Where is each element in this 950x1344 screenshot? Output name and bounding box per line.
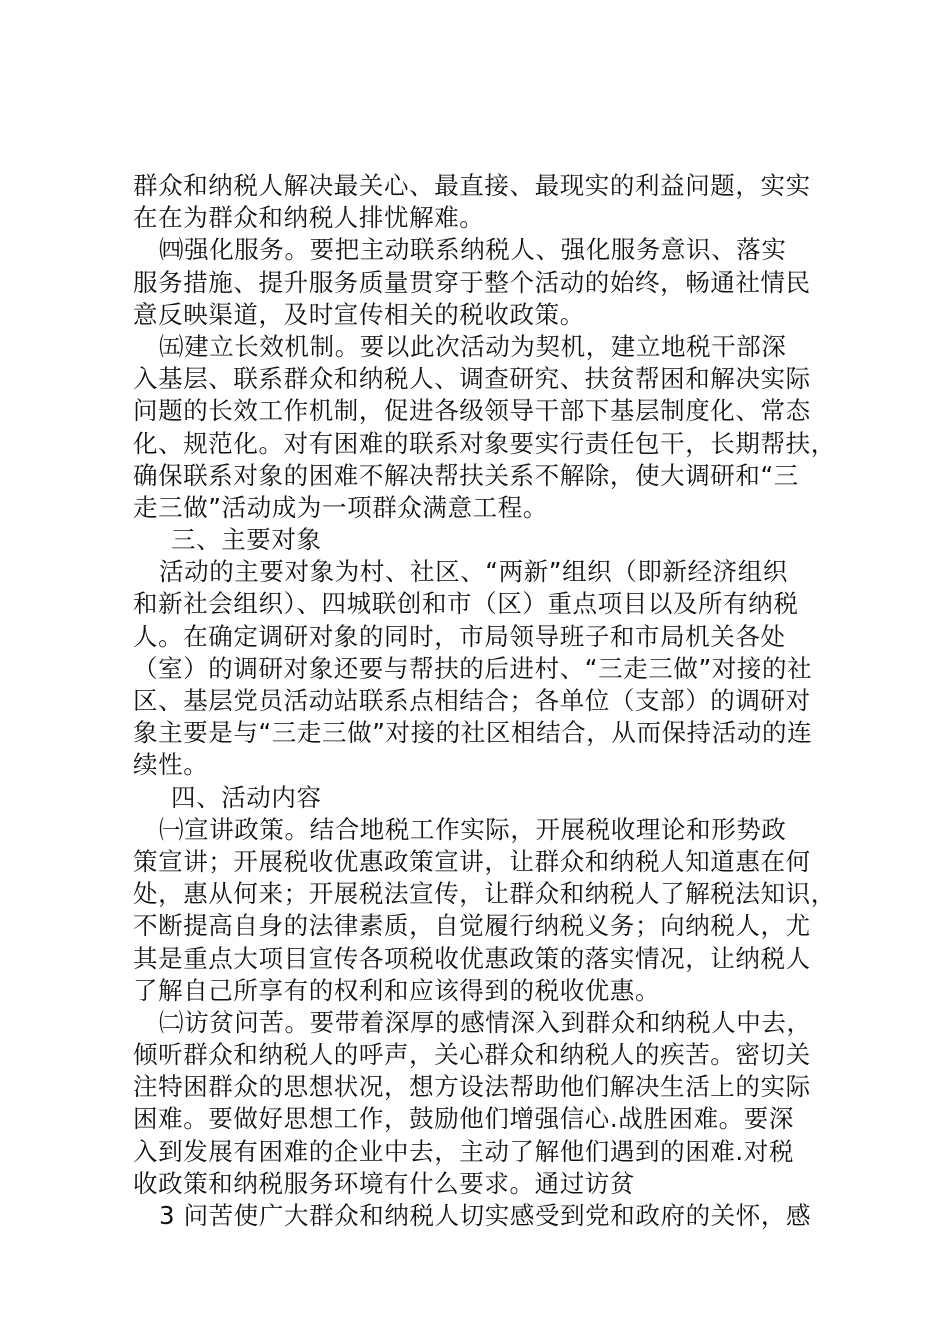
text-line: ㈤建立长效机制。要以此次活动为契机，建立地税干部深 (159, 331, 787, 361)
text-line: 不断提高自身的法律素质，自觉履行纳税义务；向纳税人，尤 (133, 911, 811, 941)
text-line: ㈣强化服务。要把主动联系纳税人、强化服务意识、落实 (159, 235, 787, 265)
text-line: 其是重点大项目宣传各项税收优惠政策的落实情况，让纳税人 (133, 943, 811, 973)
text-line: 确保联系对象的困难不解决帮扶关系不解除，使大调研和“三 (133, 460, 799, 490)
text-line: 倾听群众和纳税人的呼声，关心群众和纳税人的疾苦。密切关 (133, 1040, 811, 1070)
text-line: 了解自己所享有的权利和应该得到的税收优惠。 (133, 975, 661, 1005)
text-line: ㈡访贫问苦。要带着深厚的感情深入到群众和纳税人中去， (159, 1007, 812, 1037)
text-line: ㈠宣讲政策。结合地税工作实际，开展税收理论和形势政 (159, 814, 787, 844)
text-line: 化、规范化。对有困难的联系对象要实行责任包干，长期帮扶， (133, 428, 836, 458)
text-line: 续性。 (133, 750, 209, 780)
text-line: 问题的长效工作机制，促进各级领导干部下基层制度化、常态 (133, 396, 811, 426)
text-line: 三、主要对象 (171, 525, 322, 555)
text-line: 入到发展有困难的企业中去，主动了解他们遇到的困难.对税 (133, 1136, 794, 1166)
text-line: 收政策和纳税服务环境有什么要求。通过访贫 (133, 1168, 635, 1198)
text-line: 区、基层党员活动站联系点相结合；各单位（支部）的调研对 (133, 686, 811, 715)
text-line: 走三做”活动成为一项群众满意工程。 (133, 492, 548, 522)
text-line: 活动的主要对象为村、社区、“两新”组织（即新经济组织 (159, 557, 788, 587)
text-line: 人。在确定调研对象的同时，市局领导班子和市局机关各处 (133, 621, 786, 651)
text-line: 策宣讲；开展税收优惠政策宣讲，让群众和纳税人知道惠在何 (133, 846, 811, 876)
text-line: 在在为群众和纳税人排忧解难。 (133, 203, 485, 233)
text-line: 群众和纳税人解决最关心、最直接、最现实的利益问题，实实 (133, 171, 811, 200)
text-line: 象主要是与“三走三做”对接的社区相结合，从而保持活动的连 (133, 718, 813, 748)
text-line: 和新社会组织）、四城联创和市（区）重点项目以及所有纳税 (133, 589, 799, 619)
text-line: 处，惠从何来；开展税法宣传，让群众和纳税人了解税法知识， (133, 879, 836, 909)
text-line: 服务措施、提升服务质量贯穿于整个活动的始终，畅通社情民 (133, 267, 811, 297)
text-line: 四、活动内容 (171, 782, 322, 812)
text-line: 入基层、联系群众和纳税人、调查研究、扶贫帮困和解决实际 (133, 364, 811, 394)
text-line: 注特困群众的思想状况，想方设法帮助他们解决生活上的实际 (133, 1072, 811, 1102)
text-line: 困难。要做好思想工作，鼓励他们增强信心.战胜困难。要深 (133, 1104, 794, 1134)
document-body (133, 170, 853, 1232)
text-line: 意反映渠道，及时宣传相关的税收政策。 (133, 299, 585, 329)
text-line: 3 问苦使广大群众和纳税人切实感受到党和政府的关怀，感 (159, 1201, 812, 1230)
text-line: （室）的调研对象还要与帮扶的后进村、“三走三做”对接的社 (133, 653, 813, 683)
